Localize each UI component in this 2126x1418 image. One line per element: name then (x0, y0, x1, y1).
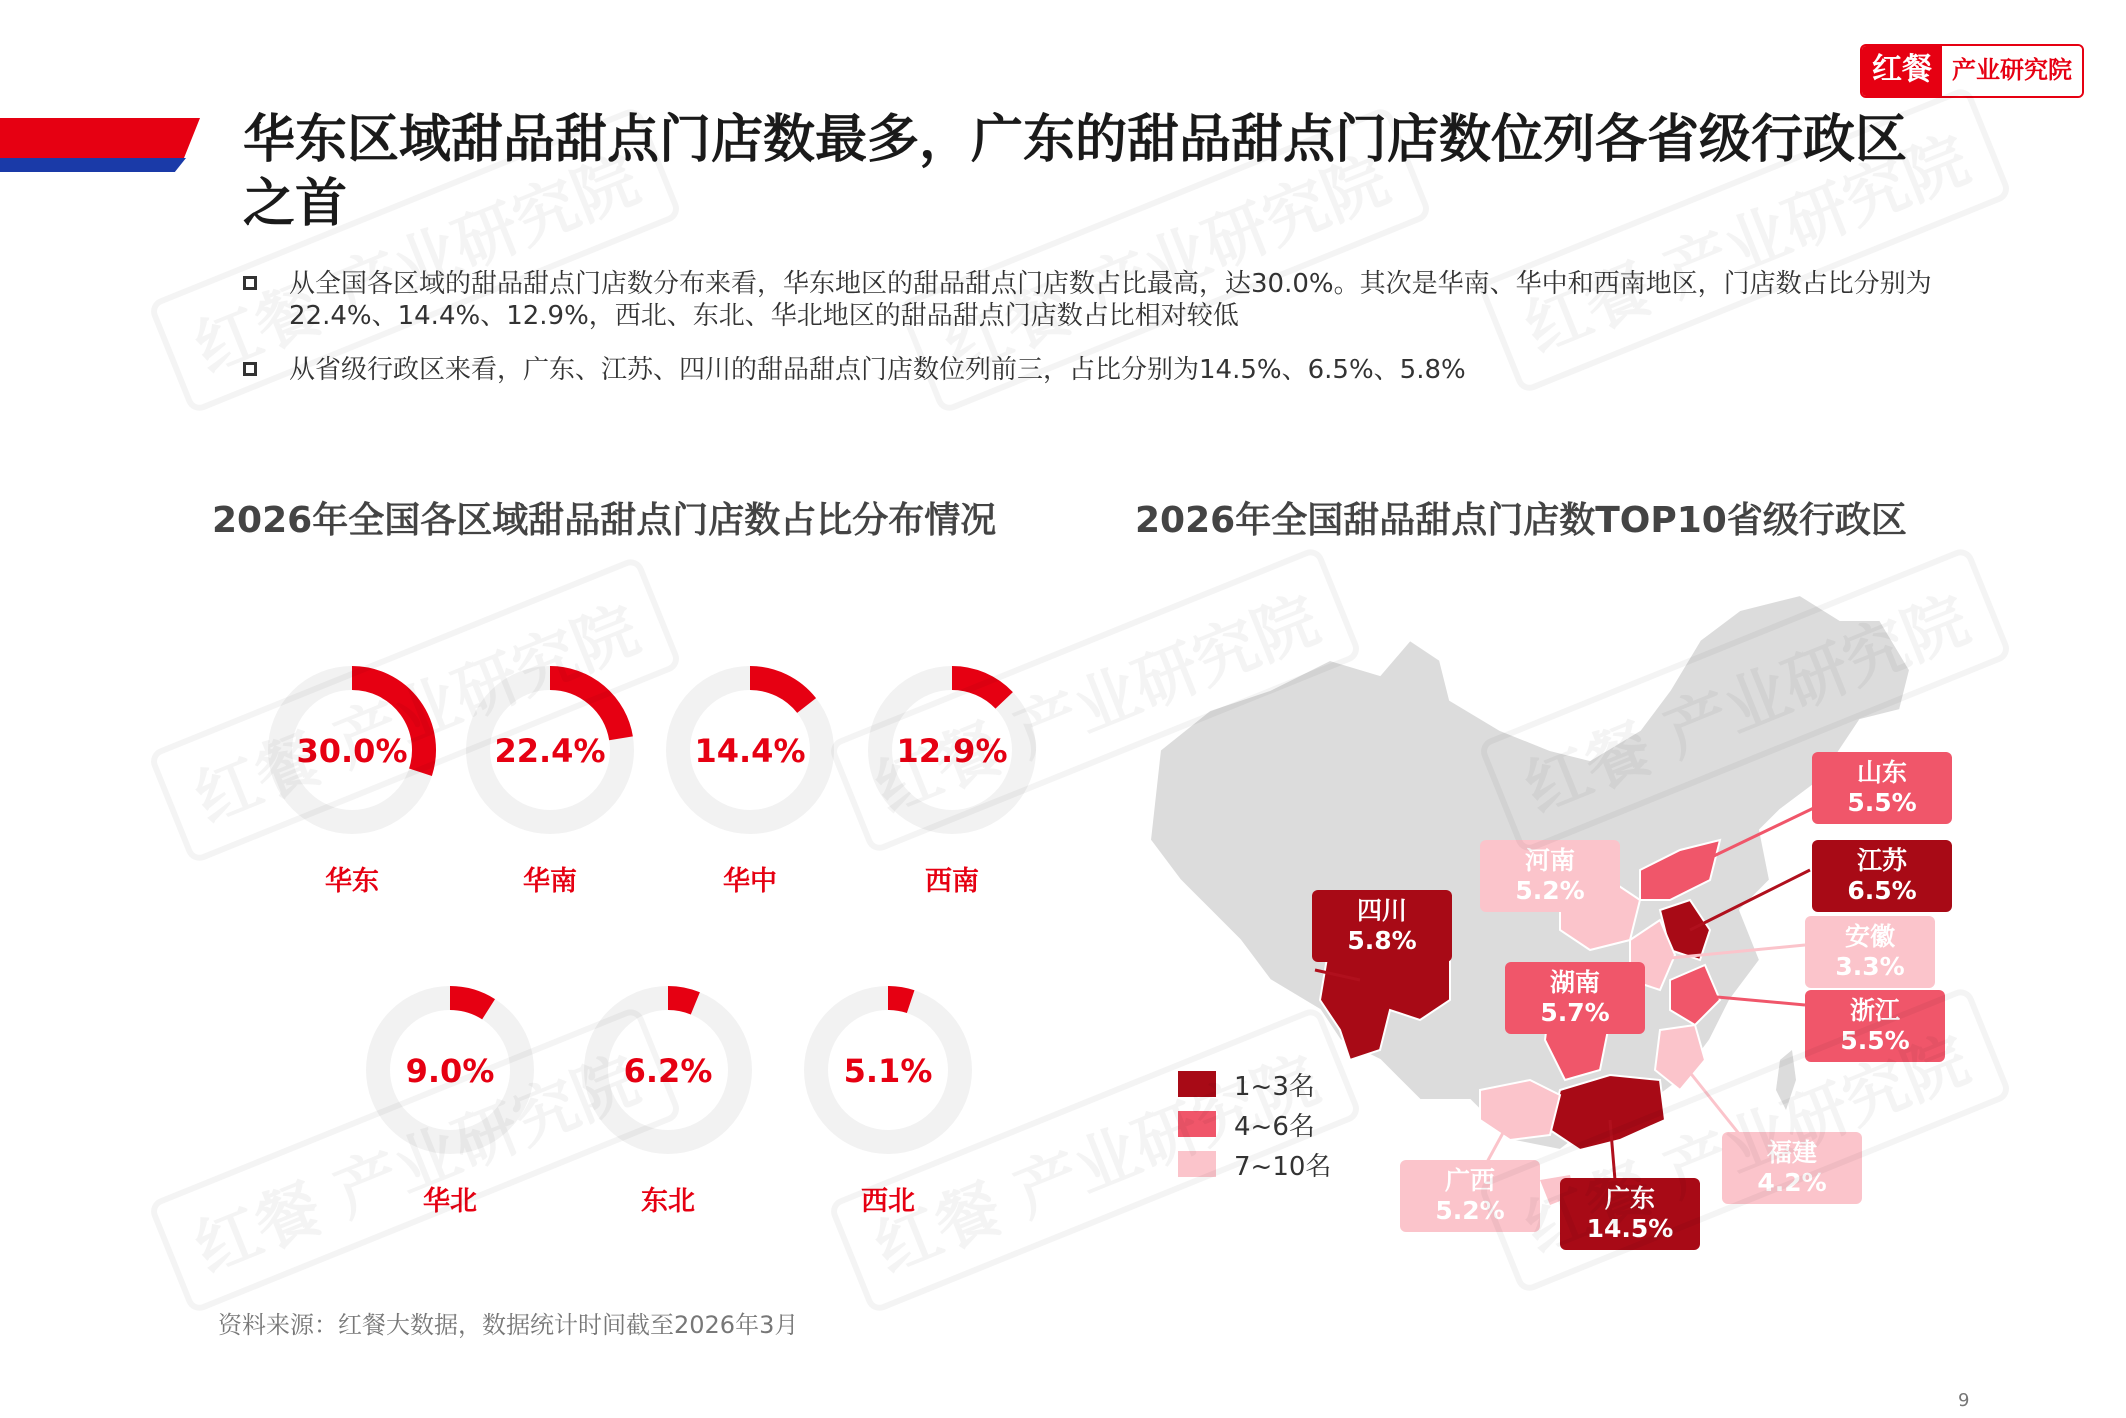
donut-arc-华中 (750, 678, 807, 706)
map-label-sichuan-name: 四川 (1356, 896, 1407, 925)
map-label-jiangsu-name: 江苏 (1856, 846, 1907, 875)
map-label-anhui-name: 安徽 (1844, 922, 1895, 951)
donut-arc-华北 (450, 998, 489, 1009)
map-label-henan-name: 河南 (1524, 846, 1575, 875)
donut-category-label-西北: 西北 (861, 1186, 915, 1217)
donut-value-label-华东: 30.0% (296, 732, 408, 770)
map-label-henan-value: 5.2% (1515, 876, 1585, 905)
map-label-jiangsu-value: 6.5% (1847, 876, 1917, 905)
donut-category-label-西南: 西南 (925, 866, 979, 897)
legend-label-4-6: 4~6名 (1234, 1111, 1315, 1142)
donut-value-label-西北: 5.1% (843, 1052, 933, 1090)
donut-category-label-华中: 华中 (723, 866, 777, 897)
donut-value-label-华北: 9.0% (405, 1052, 495, 1090)
source-note: 资料来源：红餐大数据，数据统计时间截至2026年3月 (218, 1311, 799, 1339)
map-label-guangdong-value: 14.5% (1586, 1214, 1674, 1243)
legend-label-7-10: 7~10名 (1234, 1151, 1332, 1182)
map-label-anhui (1805, 916, 1935, 988)
page-number: 9 (1958, 1390, 1970, 1411)
map-label-guangxi-value: 5.2% (1435, 1196, 1505, 1225)
map-label-jiangsu (1812, 840, 1952, 912)
bullet-2 (243, 354, 1933, 386)
map-label-fujian-name: 福建 (1766, 1138, 1817, 1167)
donut-category-label-华南: 华南 (523, 866, 577, 897)
map-label-sichuan-value: 5.8% (1347, 926, 1417, 955)
donut-arc-东北 (668, 998, 695, 1003)
legend-label-top3: 1~3名 (1234, 1071, 1315, 1102)
donut-value-label-华南: 22.4% (494, 732, 606, 770)
bullet-2-text: 从省级行政区来看，广东、江苏、四川的甜品甜点门店数位列前三，占比分别为14.5%、6.5%、5.8% (289, 355, 1466, 385)
donut-value-label-东北: 6.2% (623, 1052, 713, 1090)
header-accent-blue (0, 158, 186, 172)
bullet-1-text: 从全国各区域的甜品甜点门店数分布来看，华东地区的甜品甜点门店数占比最高，达30.0%。其次是华南、华中和西南地区，门店数占比分别为22.4%、14.4%、12.9%，西北、东北、华北地区的甜品甜点门店数占比相对较低 (289, 269, 1932, 331)
header-accent-red (0, 118, 200, 158)
map-label-shandong (1812, 752, 1952, 824)
brand-logo (1860, 44, 2084, 98)
map-label-guangdong-name: 广东 (1604, 1184, 1655, 1213)
map-chart-title: 2026年全国甜品甜点门店数TOP10省级行政区 (1135, 500, 1907, 541)
donut-value-label-西南: 12.9% (896, 732, 1008, 770)
page-title: 华东区域甜品甜点门店数最多，广东的甜品甜点门店数位列各省级行政区之首 (243, 110, 1908, 234)
map-label-henan (1480, 840, 1620, 912)
donut-value-label-华中: 14.4% (694, 732, 806, 770)
map-label-fujian-value: 4.2% (1757, 1168, 1827, 1197)
map-label-hunan (1505, 962, 1645, 1034)
map-label-sichuan (1312, 890, 1452, 962)
donut-arc-西北 (888, 998, 911, 1002)
map-label-zhejiang-name: 浙江 (1849, 996, 1900, 1025)
map-label-anhui-value: 3.3% (1835, 952, 1905, 981)
donut-category-label-华北: 华北 (423, 1186, 477, 1217)
map-province-guangxi (1480, 1080, 1560, 1140)
map-label-hunan-value: 5.7% (1540, 998, 1610, 1027)
map-label-shandong-value: 5.5% (1847, 788, 1917, 817)
logo-institute-text: 产业研究院 (1942, 46, 2082, 96)
donut-chart-title: 2026年全国各区域甜品甜点门店数占比分布情况 (212, 500, 997, 541)
map-label-hunan-name: 湖南 (1549, 968, 1600, 997)
donut-category-label-华东: 华东 (325, 866, 379, 897)
map-label-zhejiang-value: 5.5% (1840, 1026, 1910, 1055)
donut-category-label-东北: 东北 (641, 1186, 695, 1217)
map-label-guangxi-name: 广西 (1444, 1166, 1495, 1195)
logo-brand-text: 红餐 (1862, 46, 1942, 96)
map-label-shandong-name: 山东 (1856, 758, 1907, 787)
